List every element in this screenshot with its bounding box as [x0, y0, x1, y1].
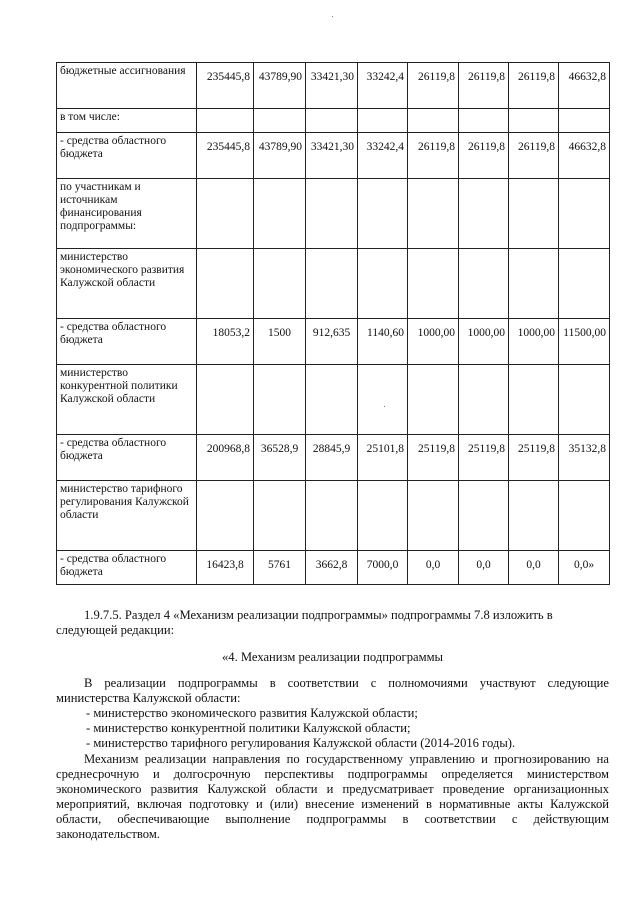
row-label: в том числе: — [57, 109, 197, 133]
table-cell — [197, 249, 254, 319]
table-cell — [509, 179, 559, 249]
table-cell — [408, 365, 459, 435]
table-row — [57, 319, 610, 365]
table-cell: 3662,8 — [306, 551, 358, 585]
paragraph-participants: В реализации подпрограммы в соответствии с полномочиями участвуют следующие министерства Калужской области: — [56, 676, 609, 705]
list-item-tariff-ministry: - министерство тарифного регулирования Калужской области (2014-2016 годы). — [86, 736, 516, 750]
table-cell — [358, 365, 408, 435]
table-cell — [459, 365, 509, 435]
table-row — [57, 133, 610, 179]
table-cell: 0,0 — [408, 551, 459, 585]
table-cell — [358, 109, 408, 133]
table-cell — [306, 109, 358, 133]
list-item-competition-ministry: - министерство конкурентной политики Калужской области; — [86, 721, 411, 735]
table-cell — [459, 481, 509, 551]
table-cell — [358, 481, 408, 551]
table-cell — [197, 365, 254, 435]
row-label: бюджетные ассигнования — [57, 63, 197, 109]
table-cell — [254, 365, 306, 435]
table-cell — [306, 179, 358, 249]
table-cell: 16423,8 — [197, 551, 254, 585]
table-cell: 7000,0 — [358, 551, 408, 585]
table-cell: 25119,8 — [408, 435, 459, 481]
row-label: - средства областного бюджета — [57, 133, 197, 179]
row-label: министерство экономического развития Калужской области — [57, 249, 197, 319]
row-label: - средства областного бюджета — [57, 551, 197, 585]
scan-speck — [332, 16, 333, 17]
table-cell: 25119,8 — [509, 435, 559, 481]
table-cell: 0,0 — [509, 551, 559, 585]
table-cell — [459, 179, 509, 249]
table-cell — [306, 249, 358, 319]
table-cell: 912,635 — [306, 319, 358, 365]
table-row — [57, 551, 610, 585]
table-row — [57, 109, 610, 133]
table-cell — [408, 249, 459, 319]
table-cell: 26119,8 — [459, 133, 509, 179]
row-label: по участникам и источникам финансирования подпрограммы: — [57, 179, 197, 249]
row-label: министерство тарифного регулирования Калужской области — [57, 481, 197, 551]
table-cell: 5761 — [254, 551, 306, 585]
table-cell: 11500,00 — [559, 319, 610, 365]
table-cell: 36528,9 — [254, 435, 306, 481]
table-cell: 33421,30 — [306, 63, 358, 109]
table-cell — [559, 109, 610, 133]
table-cell — [306, 481, 358, 551]
table-cell: 1000,00 — [459, 319, 509, 365]
table-cell — [559, 179, 610, 249]
row-label: - средства областного бюджета — [57, 319, 197, 365]
table-row — [57, 365, 610, 435]
financing-table-body — [57, 63, 610, 585]
table-cell: 235445,8 — [197, 133, 254, 179]
table-cell — [358, 179, 408, 249]
table-cell: 0,0» — [559, 551, 610, 585]
table-cell: 26119,8 — [509, 63, 559, 109]
table-cell — [197, 179, 254, 249]
table-cell — [358, 249, 408, 319]
table-cell: 26119,8 — [459, 63, 509, 109]
table-cell: 33242,4 — [358, 63, 408, 109]
table-cell — [509, 249, 559, 319]
table-cell — [197, 481, 254, 551]
table-cell: 43789,90 — [254, 63, 306, 109]
table-row — [57, 63, 610, 109]
table-cell — [559, 481, 610, 551]
financing-table — [56, 62, 610, 585]
table-row — [57, 435, 610, 481]
table-cell — [197, 109, 254, 133]
table-row — [57, 179, 610, 249]
table-cell — [559, 365, 610, 435]
table-cell: 25101,8 — [358, 435, 408, 481]
table-cell — [254, 109, 306, 133]
table-cell: 235445,8 — [197, 63, 254, 109]
table-cell: 46632,8 — [559, 63, 610, 109]
row-label: - средства областного бюджета — [57, 435, 197, 481]
table-cell: 0,0 — [459, 551, 509, 585]
table-cell — [509, 365, 559, 435]
row-label: министерство конкурентной политики Калужской области — [57, 365, 197, 435]
table-cell: 25119,8 — [459, 435, 509, 481]
table-row — [57, 481, 610, 551]
table-cell — [408, 109, 459, 133]
table-cell: 26119,8 — [408, 63, 459, 109]
table-cell — [254, 179, 306, 249]
table-row — [57, 249, 610, 319]
table-cell — [306, 365, 358, 435]
table-cell — [509, 481, 559, 551]
table-cell — [459, 249, 509, 319]
table-cell: 35132,8 — [559, 435, 610, 481]
table-cell: 28845,9 — [306, 435, 358, 481]
table-cell: 26119,8 — [509, 133, 559, 179]
table-cell: 43789,90 — [254, 133, 306, 179]
table-cell: 33421,30 — [306, 133, 358, 179]
table-cell — [459, 109, 509, 133]
table-cell: 26119,8 — [408, 133, 459, 179]
paragraph-intro: 1.9.7.5. Раздел 4 «Механизм реализации подпрограммы» подпрограммы 7.8 изложить в следующей редакции: — [56, 608, 553, 637]
paragraph-mechanism: Механизм реализации направления по государственному управлению и прогнозированию на среднесрочную и долгосрочную перспективы подпрограммы определяется министерством экономического развития Калужской области и предусматривает проведение организационных мероприятий, включая подготовку и (или) внесение изменений в нормативные акты Калужской области, обеспечивающие выполнение подпрограммы в соответствии с действующим законодательством. — [56, 752, 609, 841]
table-cell — [254, 481, 306, 551]
list-item-economic-ministry: - министерство экономического развития Калужской области; — [86, 706, 418, 720]
table-cell: 18053,2 — [197, 319, 254, 365]
table-cell — [408, 481, 459, 551]
table-cell: 1000,00 — [408, 319, 459, 365]
table-cell: 33242,4 — [358, 133, 408, 179]
table-cell — [408, 179, 459, 249]
section-heading: «4. Механизм реализации подпрограммы — [221, 650, 444, 664]
table-cell — [509, 109, 559, 133]
table-cell: 46632,8 — [559, 133, 610, 179]
table-cell: 200968,8 — [197, 435, 254, 481]
scan-speck — [384, 406, 385, 407]
table-cell — [559, 249, 610, 319]
table-cell: 1140,60 — [358, 319, 408, 365]
table-cell — [254, 249, 306, 319]
table-cell: 1500 — [254, 319, 306, 365]
table-cell: 1000,00 — [509, 319, 559, 365]
